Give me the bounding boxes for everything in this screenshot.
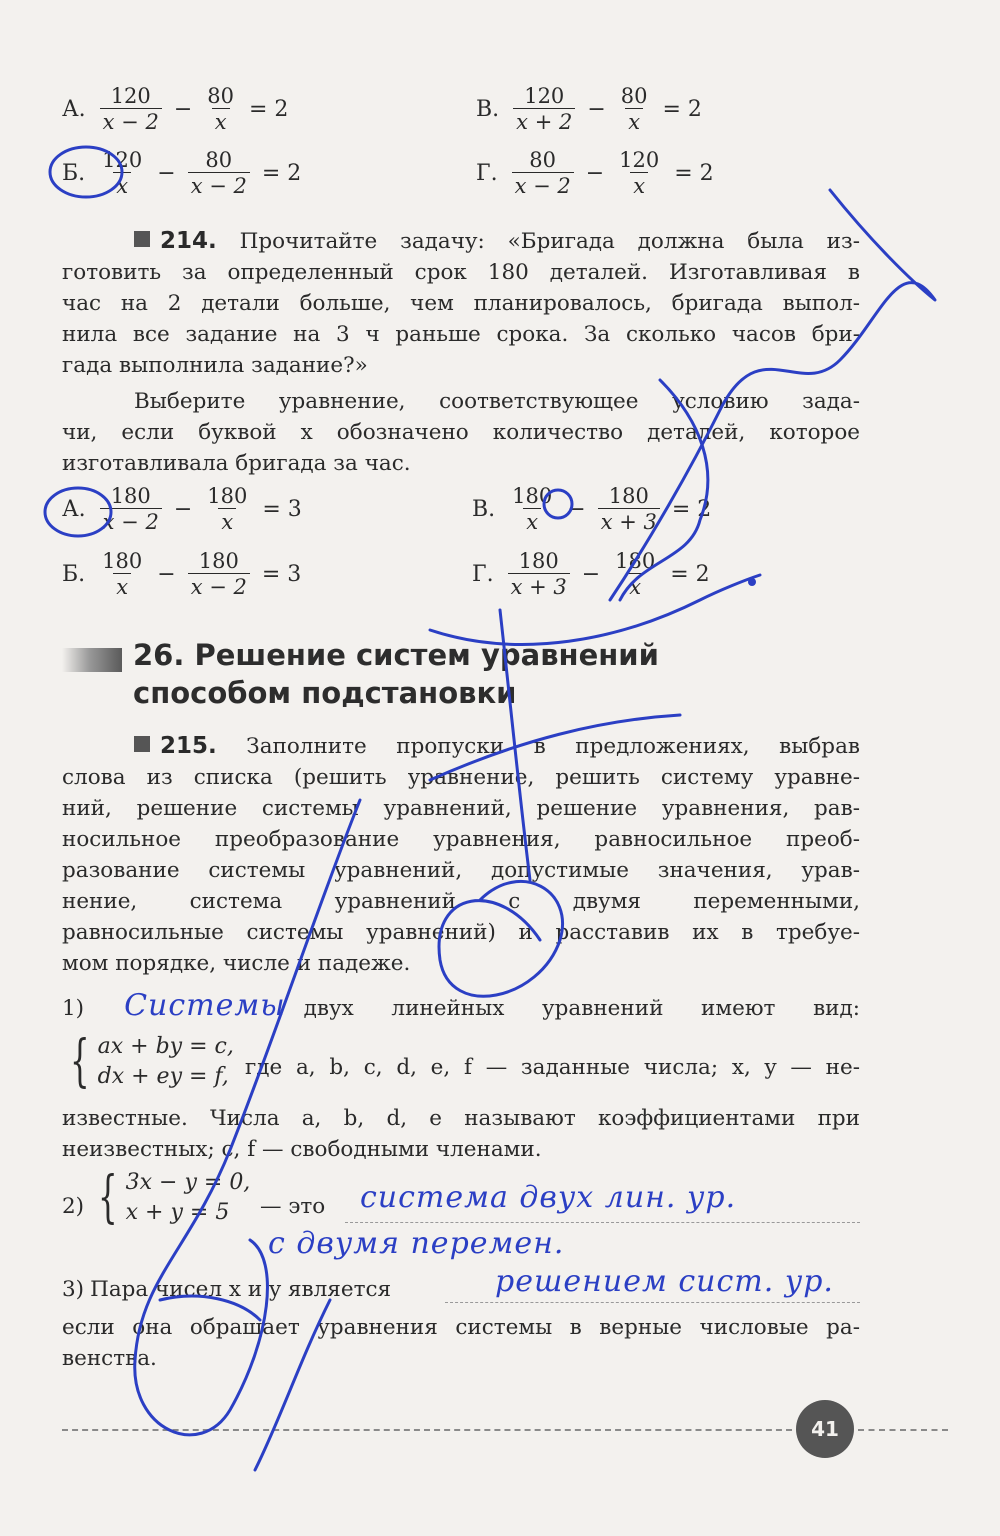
fraction [612, 549, 658, 600]
option-b-214 [62, 549, 309, 600]
operator: − [581, 562, 601, 587]
option-label: В. [472, 497, 496, 522]
operator: − [587, 97, 606, 122]
denominator: x [113, 573, 131, 600]
section-marker [62, 648, 122, 672]
section-title [133, 636, 659, 712]
item-1-line [62, 990, 860, 1024]
question-line: изготавливала бригада за час. [62, 451, 411, 476]
question-line: Выберите уравнение, соответствующее условию зада- [134, 389, 860, 414]
option-b-213 [62, 148, 309, 199]
rhs: = 2 [248, 97, 289, 122]
numerator: 120 [102, 148, 143, 172]
equation: x + y = 5 [125, 1200, 230, 1225]
denominator: x − 2 [512, 172, 574, 199]
denominator: x [626, 573, 644, 600]
fraction [616, 148, 662, 199]
fraction [99, 148, 145, 199]
numerator: 180 [608, 484, 649, 508]
task-line: слова из списка (решить уравнение, решить систему уравне- [62, 765, 860, 790]
option-a-213 [62, 84, 296, 135]
task-line: ний, решение системы уравнений, решение уравнения, рав- [62, 796, 860, 821]
numerator: 180 [110, 484, 151, 508]
item-text: неизвестных; c, f — свободными членами. [62, 1137, 542, 1162]
rhs: = 3 [262, 497, 302, 522]
fraction [100, 84, 162, 135]
numerator: 180 [518, 549, 559, 573]
item-text: двух линейных уравнений имеют вид: [303, 996, 860, 1021]
option-label: Г. [472, 562, 494, 587]
denominator: x [630, 172, 648, 199]
fraction [204, 484, 250, 535]
denominator: x + 3 [598, 508, 660, 535]
item-2-system [90, 1165, 251, 1230]
footer-rule [858, 1429, 948, 1431]
brace-icon: { [98, 1165, 118, 1230]
option-g-214 [472, 549, 718, 600]
task-215-text [62, 731, 860, 979]
item-text: — это [260, 1194, 326, 1219]
task-marker-icon [134, 231, 150, 247]
fraction [618, 84, 651, 135]
footer-rule [62, 1429, 792, 1431]
task-line: равносильные системы уравнений) и расставив их в требуе- [62, 920, 860, 945]
task-214-question [62, 386, 860, 479]
item-text: если она обращает уравнения системы в верные числовые ра- [62, 1315, 860, 1340]
handwritten-answer: решением сист. ур. [495, 1264, 834, 1299]
task-line: Заполните пропуски в предложениях, выбрав [246, 734, 860, 759]
rhs: = 3 [261, 562, 302, 587]
fraction [100, 484, 162, 535]
fraction [509, 484, 555, 535]
numerator: 80 [529, 148, 556, 172]
pen-dot [748, 578, 756, 586]
handwritten-answer: с двумя перемен. [268, 1226, 565, 1261]
operator: − [157, 562, 176, 587]
option-label: А. [62, 97, 86, 122]
item-3-rest [62, 1312, 860, 1374]
operator: − [157, 161, 176, 186]
operator: − [173, 97, 193, 122]
task-number: 214. [160, 228, 217, 254]
numerator: 180 [615, 549, 656, 573]
equation-system [126, 1168, 251, 1228]
fraction [598, 484, 660, 535]
numerator: 120 [619, 148, 660, 172]
option-a-214 [62, 484, 310, 535]
denominator: x [218, 508, 236, 535]
denominator: x [625, 108, 643, 135]
fraction [508, 549, 570, 600]
denominator: x − 2 [100, 508, 162, 535]
item-1-system [62, 1029, 234, 1094]
item-1-rest [62, 1103, 860, 1165]
operator: − [173, 497, 193, 522]
option-label: Г. [476, 161, 498, 186]
task-line: нила все задание на 3 ч раньше срока. За сколько часов бри- [62, 322, 860, 347]
numerator: 120 [110, 84, 151, 108]
task-line: готовить за определенный срок 180 деталей. Изготавливая в [62, 260, 860, 285]
rhs: = 2 [671, 497, 712, 522]
option-g-213 [476, 148, 722, 199]
numerator: 120 [524, 84, 565, 108]
fraction [204, 84, 237, 135]
fraction [512, 148, 574, 199]
task-line: разование системы уравнений, допустимые значения, урав- [62, 858, 860, 883]
section-title-line: 26. Решение систем уравнений [133, 638, 659, 672]
numerator: 80 [620, 84, 648, 108]
rhs: = 2 [662, 97, 702, 122]
numerator: 180 [207, 484, 248, 508]
fraction [99, 549, 145, 600]
item-1-where [245, 1052, 860, 1083]
numerator: 180 [198, 549, 239, 573]
option-label: Б. [62, 161, 86, 186]
item-number: 1) [62, 996, 85, 1021]
rhs: = 2 [670, 562, 710, 587]
task-line: гада выполнила задание?» [62, 353, 368, 378]
blank-line [445, 1302, 860, 1303]
option-label: Б. [62, 562, 86, 587]
denominator: x + 2 [513, 108, 575, 135]
handwritten-answer: система двух лин. ур. [360, 1180, 737, 1215]
task-214-text [62, 226, 860, 381]
task-line: нение, система уравнений с двумя переменными, [62, 889, 860, 914]
item-text: Пара чисел x и y является [90, 1277, 392, 1302]
item-text: где a, b, c, d, e, f — заданные числа; x, y — не- [245, 1055, 860, 1080]
task-line: Прочитайте задачу: «Бригада должна была из- [239, 229, 860, 254]
rhs: = 2 [261, 161, 302, 186]
page-number: 41 [796, 1400, 854, 1458]
numerator: 80 [205, 148, 233, 172]
option-label: В. [476, 97, 500, 122]
task-marker-icon [134, 736, 150, 752]
denominator: x − 2 [188, 573, 250, 600]
denominator: x + 3 [508, 573, 570, 600]
fraction [513, 84, 575, 135]
denominator: x [523, 508, 541, 535]
task-line: носильное преобразование уравнения, равносильное преоб- [62, 827, 860, 852]
item-number: 3) [62, 1277, 85, 1302]
task-line: мом порядке, числе и падеже. [62, 951, 411, 976]
option-v-213 [476, 84, 710, 135]
item-text: венства. [62, 1346, 157, 1371]
equation: ax + by = c, [97, 1034, 234, 1059]
option-v-214 [472, 484, 719, 535]
fraction [188, 549, 250, 600]
fraction [188, 148, 250, 199]
equation: dx + ey = f, [97, 1064, 229, 1089]
item-3-line [62, 1274, 391, 1305]
numerator: 180 [512, 484, 553, 508]
option-label: А. [62, 497, 86, 522]
section-title-line: способом подстановки [133, 676, 517, 710]
numerator: 180 [102, 549, 143, 573]
denominator: x − 2 [100, 108, 162, 135]
question-line: чи, если буквой x обозначено количество деталей, которое [62, 420, 860, 445]
task-line: час на 2 детали больше, чем планировалось, бригада выпол- [62, 291, 860, 316]
task-number: 215. [160, 733, 217, 759]
brace-icon: { [70, 1029, 90, 1094]
rhs: = 2 [674, 161, 714, 186]
blank-line [345, 1222, 860, 1223]
numerator: 80 [207, 84, 234, 108]
item-text: известные. Числа a, b, d, e называют коэффициентами при [62, 1106, 860, 1131]
item-number: 2) [62, 1194, 85, 1219]
denominator: x [113, 172, 131, 199]
operator: − [567, 497, 586, 522]
equation-system [98, 1032, 234, 1092]
denominator: x − 2 [188, 172, 250, 199]
equation: 3x − y = 0, [125, 1170, 251, 1195]
denominator: x [212, 108, 230, 135]
operator: − [585, 161, 605, 186]
handwritten-answer: Системы [124, 988, 286, 1023]
